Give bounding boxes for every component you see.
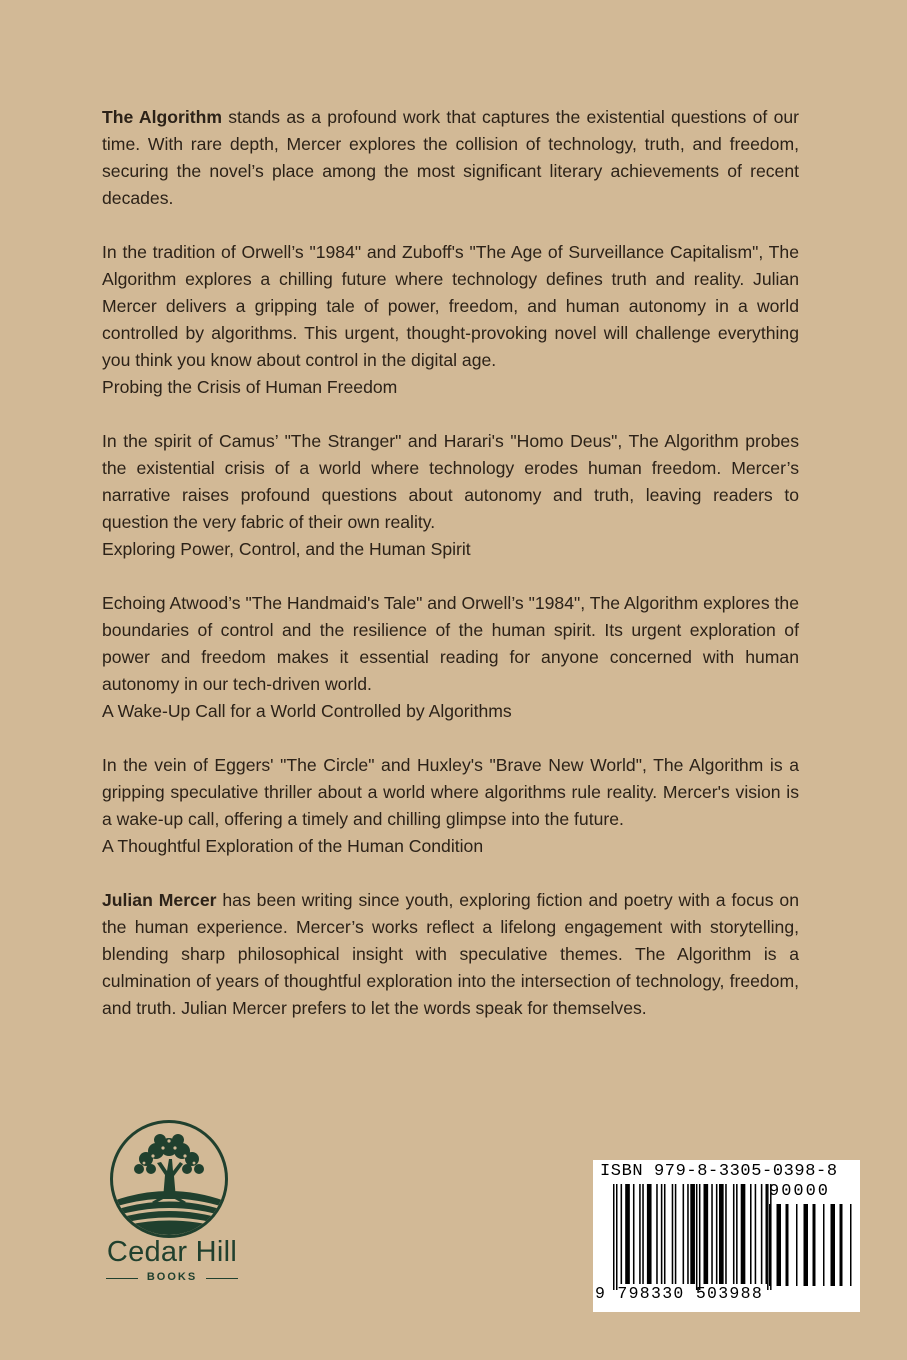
barcode-bar	[672, 1184, 674, 1284]
barcode-bar	[840, 1204, 843, 1286]
barcode-bar	[725, 1184, 727, 1284]
barcode-bar	[823, 1204, 825, 1286]
barcode-bar	[699, 1184, 701, 1290]
barcode-bar	[736, 1184, 738, 1284]
barcode-bar	[813, 1204, 816, 1286]
barcode-bar	[633, 1184, 635, 1284]
publisher-logo	[102, 1120, 242, 1290]
barcode-bar	[711, 1184, 713, 1284]
barcode-bar	[716, 1184, 718, 1284]
barcode-bar	[690, 1184, 695, 1284]
publisher-subtitle: BOOKS	[102, 1271, 242, 1283]
barcode-bar	[675, 1184, 677, 1284]
barcode-bar	[755, 1184, 757, 1284]
barcode-bar	[664, 1184, 666, 1284]
paragraph-atwood	[102, 590, 799, 725]
barcode-bar	[625, 1184, 630, 1284]
barcode-bar	[719, 1184, 724, 1284]
addon-number: 90000	[769, 1182, 831, 1201]
barcode-bar	[733, 1184, 735, 1284]
barcode-bar	[613, 1184, 615, 1290]
author-name: Julian Mercer	[102, 890, 217, 910]
publisher-name: Cedar Hill	[106, 1236, 238, 1268]
barcode-bar	[761, 1184, 763, 1284]
barcode-bar	[786, 1204, 789, 1286]
barcode-bar	[750, 1184, 752, 1284]
paragraph-text: In the vein of Eggers' "The Circle" and Huxley's "Brave New World", The Algorithm is a gripping speculative thriller about a world where algorithms rule reality. Mercer's vision is a wake-up call, offering a timely and chilling glimpse into the future.	[102, 755, 799, 829]
paragraph-tagline: Probing the Crisis of Human Freedom	[102, 377, 398, 397]
barcode-bar	[656, 1184, 658, 1284]
barcode-bar	[616, 1184, 618, 1290]
barcode-bar	[621, 1184, 623, 1284]
barcode-bar	[766, 1184, 768, 1284]
barcode-bar	[741, 1184, 746, 1284]
barcode-bar	[850, 1204, 852, 1286]
barcode-bar	[639, 1184, 641, 1284]
ean-number: 9 798330 503988	[595, 1284, 764, 1303]
paragraph-tagline: A Thoughtful Exploration of the Human Condition	[102, 836, 484, 856]
barcode-bar	[696, 1184, 698, 1290]
barcode-bar	[704, 1184, 709, 1284]
barcode-bar	[687, 1184, 689, 1284]
barcode-bar	[777, 1204, 782, 1286]
back-cover-text	[102, 104, 799, 1049]
paragraph-author-bio	[102, 887, 799, 1022]
paragraph-camus	[102, 428, 799, 563]
barcode-bar	[647, 1184, 652, 1284]
paragraph-text: Echoing Atwood’s "The Handmaid's Tale" and Orwell’s "1984", The Algorithm explores the boundaries of control and the resilience of the human spirit. Its urgent exploration of power and freedom makes it essential reading for anyone concerned with human autonomy in our tech-driven world.	[102, 593, 799, 694]
paragraph-text: In the tradition of Orwell’s "1984" and Zuboff's "The Age of Surveillance Capitalism", The Algorithm explores a chilling future where technology defines truth and reality. Julian Mercer delivers a gripping tale of power, freedom, and human autonomy in a world controlled by algorithms. This urgent, thought-provoking novel will challenge everything you think you know about control in the digital age.	[102, 242, 799, 370]
paragraph-tagline: Exploring Power, Control, and the Human Spirit	[102, 539, 471, 559]
paragraph-orwell	[102, 239, 799, 401]
paragraph-tagline: A Wake-Up Call for a World Controlled by Algorithms	[102, 701, 512, 721]
barcode-bar	[804, 1204, 809, 1286]
barcode-bar	[642, 1184, 644, 1284]
paragraph-text: has been writing since youth, exploring fiction and poetry with a focus on the human experience. Mercer’s works reflect a lifelong engagement with storytelling, blending sharp philosophical insight with speculative themes. The Algorithm is a culmination of years of thoughtful exploration into the intersection of technology, freedom, and truth. Julian Mercer prefers to let the words speak for themselves.	[102, 890, 799, 1018]
barcode-bar	[769, 1204, 771, 1286]
paragraph-text: In the spirit of Camus’ "The Stranger" and Harari's "Homo Deus", The Algorithm probes the existential crisis of a world where technology erodes human freedom. Mercer’s narrative raises profound questions about autonomy and truth, leaving readers to question the very fabric of their own reality.	[102, 431, 799, 532]
barcode-bar	[796, 1204, 798, 1286]
paragraph-text: stands as a profound work that captures the existential questions of our time. With rare depth, Mercer explores the collision of technology, truth, and freedom, securing the novel’s place among the most significant literary achievements of recent decades.	[102, 107, 799, 208]
isbn-barcode	[593, 1160, 860, 1312]
tree-icon	[110, 1120, 228, 1238]
barcode-bar	[831, 1204, 836, 1286]
paragraph-eggers	[102, 752, 799, 860]
barcode-bar	[661, 1184, 663, 1284]
barcode-bar	[683, 1184, 685, 1284]
lead-title: The Algorithm	[102, 107, 222, 127]
isbn-label: ISBN 979-8-3305-0398-8	[600, 1162, 838, 1181]
paragraph-intro	[102, 104, 799, 212]
